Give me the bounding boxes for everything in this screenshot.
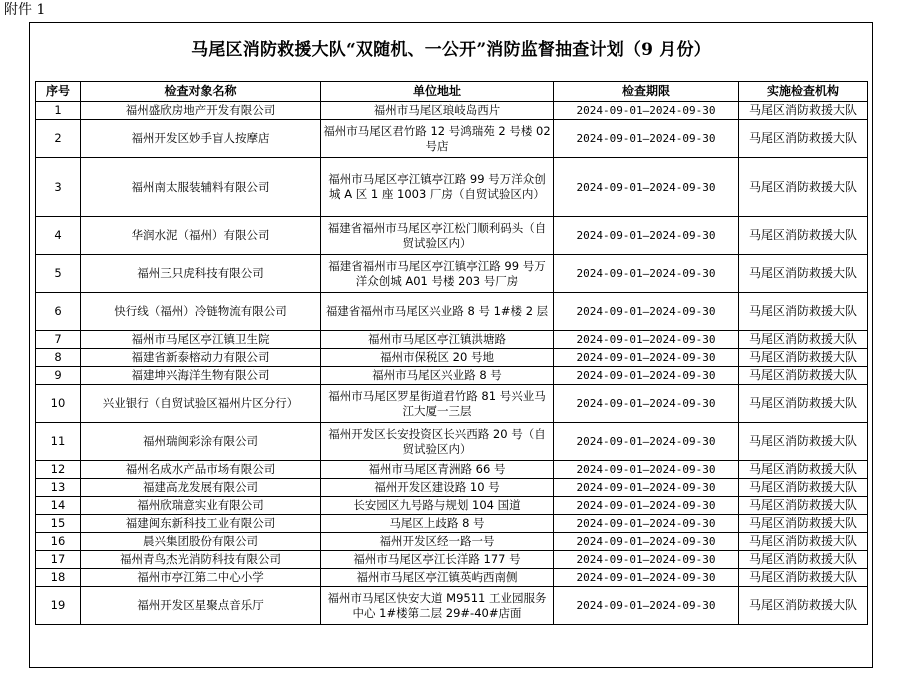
row-index: 16 bbox=[36, 533, 81, 551]
row-index: 18 bbox=[36, 569, 81, 587]
document-frame bbox=[29, 22, 873, 668]
row-address: 福州市马尾区快安大道 M9511 工业园服务中心 1#楼第二层 29#-40#店面 bbox=[321, 587, 554, 625]
row-index: 19 bbox=[36, 587, 81, 625]
row-index: 5 bbox=[36, 255, 81, 293]
row-name: 福州欣瑞意实业有限公司 bbox=[81, 497, 321, 515]
row-name: 福州瑞闽彩涂有限公司 bbox=[81, 423, 321, 461]
row-period: 2024-09-01—2024-09-30 bbox=[554, 551, 739, 569]
row-agency: 马尾区消防救援大队 bbox=[739, 349, 868, 367]
row-index: 3 bbox=[36, 158, 81, 217]
row-index: 15 bbox=[36, 515, 81, 533]
row-index: 1 bbox=[36, 102, 81, 120]
row-index: 11 bbox=[36, 423, 81, 461]
row-period: 2024-09-01—2024-09-30 bbox=[554, 569, 739, 587]
table-row bbox=[36, 533, 868, 551]
row-period: 2024-09-01—2024-09-30 bbox=[554, 255, 739, 293]
table-row bbox=[36, 349, 868, 367]
row-index: 9 bbox=[36, 367, 81, 385]
row-name: 福州名成水产品市场有限公司 bbox=[81, 461, 321, 479]
table-row bbox=[36, 423, 868, 461]
row-period: 2024-09-01—2024-09-30 bbox=[554, 587, 739, 625]
table-row bbox=[36, 331, 868, 349]
row-index: 4 bbox=[36, 217, 81, 255]
header-agency: 实施检查机构 bbox=[739, 82, 868, 102]
row-name: 福建坤兴海洋生物有限公司 bbox=[81, 367, 321, 385]
row-address: 福州市马尾区琅岐岛西片 bbox=[321, 102, 554, 120]
table-row bbox=[36, 497, 868, 515]
table-row bbox=[36, 255, 868, 293]
row-name: 福州南太服装辅料有限公司 bbox=[81, 158, 321, 217]
row-period: 2024-09-01—2024-09-30 bbox=[554, 102, 739, 120]
row-period: 2024-09-01—2024-09-30 bbox=[554, 120, 739, 158]
header-name: 检查对象名称 bbox=[81, 82, 321, 102]
row-index: 6 bbox=[36, 293, 81, 331]
document-title: 马尾区消防救援大队“双随机、一公开”消防监督抽查计划（9 月份） bbox=[191, 40, 711, 60]
row-address: 福州市马尾区亭江镇英屿西南侧 bbox=[321, 569, 554, 587]
row-agency: 马尾区消防救援大队 bbox=[739, 479, 868, 497]
table-row bbox=[36, 367, 868, 385]
row-name: 福州市马尾区亭江镇卫生院 bbox=[81, 331, 321, 349]
row-address: 福建省福州市马尾区兴业路 8 号 1#楼 2 层 bbox=[321, 293, 554, 331]
row-address: 福州市马尾区君竹路 12 号鸿瑞苑 2 号楼 02 号店 bbox=[321, 120, 554, 158]
row-name: 福州三只虎科技有限公司 bbox=[81, 255, 321, 293]
row-index: 17 bbox=[36, 551, 81, 569]
row-address: 福建省福州市马尾区亭江松门顺利码头（自贸试验区内） bbox=[321, 217, 554, 255]
row-agency: 马尾区消防救援大队 bbox=[739, 331, 868, 349]
table-row bbox=[36, 120, 868, 158]
row-name: 福建闽东新科技工业有限公司 bbox=[81, 515, 321, 533]
row-name: 福州开发区星聚点音乐厅 bbox=[81, 587, 321, 625]
row-agency: 马尾区消防救援大队 bbox=[739, 497, 868, 515]
row-name: 福州市亭江第二中心小学 bbox=[81, 569, 321, 587]
table-row bbox=[36, 102, 868, 120]
row-index: 7 bbox=[36, 331, 81, 349]
row-period: 2024-09-01—2024-09-30 bbox=[554, 515, 739, 533]
row-agency: 马尾区消防救援大队 bbox=[739, 569, 868, 587]
table-row bbox=[36, 551, 868, 569]
table-row bbox=[36, 587, 868, 625]
table-row bbox=[36, 158, 868, 217]
row-agency: 马尾区消防救援大队 bbox=[739, 461, 868, 479]
row-period: 2024-09-01—2024-09-30 bbox=[554, 479, 739, 497]
row-name: 华润水泥（福州）有限公司 bbox=[81, 217, 321, 255]
row-index: 8 bbox=[36, 349, 81, 367]
attachment-label: 附件 1 bbox=[4, 2, 46, 18]
table-row bbox=[36, 461, 868, 479]
row-agency: 马尾区消防救援大队 bbox=[739, 587, 868, 625]
row-agency: 马尾区消防救援大队 bbox=[739, 515, 868, 533]
row-agency: 马尾区消防救援大队 bbox=[739, 217, 868, 255]
row-address: 福州开发区长安投资区长兴西路 20 号（自贸试验区内） bbox=[321, 423, 554, 461]
row-name: 晨兴集团股份有限公司 bbox=[81, 533, 321, 551]
row-name: 福州盛欣房地产开发有限公司 bbox=[81, 102, 321, 120]
row-period: 2024-09-01—2024-09-30 bbox=[554, 331, 739, 349]
row-agency: 马尾区消防救援大队 bbox=[739, 367, 868, 385]
header-index: 序号 bbox=[36, 82, 81, 102]
row-name: 快行线（福州）冷链物流有限公司 bbox=[81, 293, 321, 331]
row-name: 福建高龙发展有限公司 bbox=[81, 479, 321, 497]
row-address: 福州市马尾区罗星街道君竹路 81 号兴业马江大厦一三层 bbox=[321, 385, 554, 423]
row-name: 兴业银行（自贸试验区福州片区分行） bbox=[81, 385, 321, 423]
row-period: 2024-09-01—2024-09-30 bbox=[554, 349, 739, 367]
row-agency: 马尾区消防救援大队 bbox=[739, 533, 868, 551]
table-row bbox=[36, 479, 868, 497]
row-agency: 马尾区消防救援大队 bbox=[739, 385, 868, 423]
table-row bbox=[36, 385, 868, 423]
row-period: 2024-09-01—2024-09-30 bbox=[554, 367, 739, 385]
header-address: 单位地址 bbox=[321, 82, 554, 102]
table-row bbox=[36, 217, 868, 255]
row-address: 福州市马尾区亭江镇洪塘路 bbox=[321, 331, 554, 349]
row-index: 13 bbox=[36, 479, 81, 497]
row-period: 2024-09-01—2024-09-30 bbox=[554, 497, 739, 515]
row-address: 福州开发区经一路一号 bbox=[321, 533, 554, 551]
row-address: 马尾区上歧路 8 号 bbox=[321, 515, 554, 533]
row-address: 福州市马尾区亭江镇亭江路 99 号万洋众创城 A 区 1 座 1003 厂房（自贸试验区内） bbox=[321, 158, 554, 217]
row-index: 2 bbox=[36, 120, 81, 158]
row-name: 福建省新泰榕动力有限公司 bbox=[81, 349, 321, 367]
row-period: 2024-09-01—2024-09-30 bbox=[554, 423, 739, 461]
row-address: 福州市马尾区兴业路 8 号 bbox=[321, 367, 554, 385]
row-address: 福建省福州市马尾区亭江镇亭江路 99 号万洋众创城 A01 号楼 203 号厂房 bbox=[321, 255, 554, 293]
row-agency: 马尾区消防救援大队 bbox=[739, 423, 868, 461]
row-name: 福州开发区妙手盲人按摩店 bbox=[81, 120, 321, 158]
table-header-row bbox=[36, 82, 868, 102]
row-index: 14 bbox=[36, 497, 81, 515]
row-period: 2024-09-01—2024-09-30 bbox=[554, 461, 739, 479]
table-row bbox=[36, 515, 868, 533]
row-agency: 马尾区消防救援大队 bbox=[739, 551, 868, 569]
row-address: 福州市保税区 20 号地 bbox=[321, 349, 554, 367]
row-agency: 马尾区消防救援大队 bbox=[739, 255, 868, 293]
row-agency: 马尾区消防救援大队 bbox=[739, 293, 868, 331]
row-name: 福州青鸟杰光消防科技有限公司 bbox=[81, 551, 321, 569]
row-period: 2024-09-01—2024-09-30 bbox=[554, 217, 739, 255]
row-address: 福州市马尾区青洲路 66 号 bbox=[321, 461, 554, 479]
row-agency: 马尾区消防救援大队 bbox=[739, 102, 868, 120]
table-row bbox=[36, 293, 868, 331]
row-index: 12 bbox=[36, 461, 81, 479]
inspection-table bbox=[35, 81, 868, 625]
row-period: 2024-09-01—2024-09-30 bbox=[554, 293, 739, 331]
row-period: 2024-09-01—2024-09-30 bbox=[554, 533, 739, 551]
row-period: 2024-09-01—2024-09-30 bbox=[554, 158, 739, 217]
row-period: 2024-09-01—2024-09-30 bbox=[554, 385, 739, 423]
row-agency: 马尾区消防救援大队 bbox=[739, 158, 868, 217]
row-agency: 马尾区消防救援大队 bbox=[739, 120, 868, 158]
row-index: 10 bbox=[36, 385, 81, 423]
row-address: 长安园区九号路与规划 104 国道 bbox=[321, 497, 554, 515]
row-address: 福州市马尾区亭江长洋路 177 号 bbox=[321, 551, 554, 569]
table-row bbox=[36, 569, 868, 587]
header-period: 检查期限 bbox=[554, 82, 739, 102]
row-address: 福州开发区建设路 10 号 bbox=[321, 479, 554, 497]
